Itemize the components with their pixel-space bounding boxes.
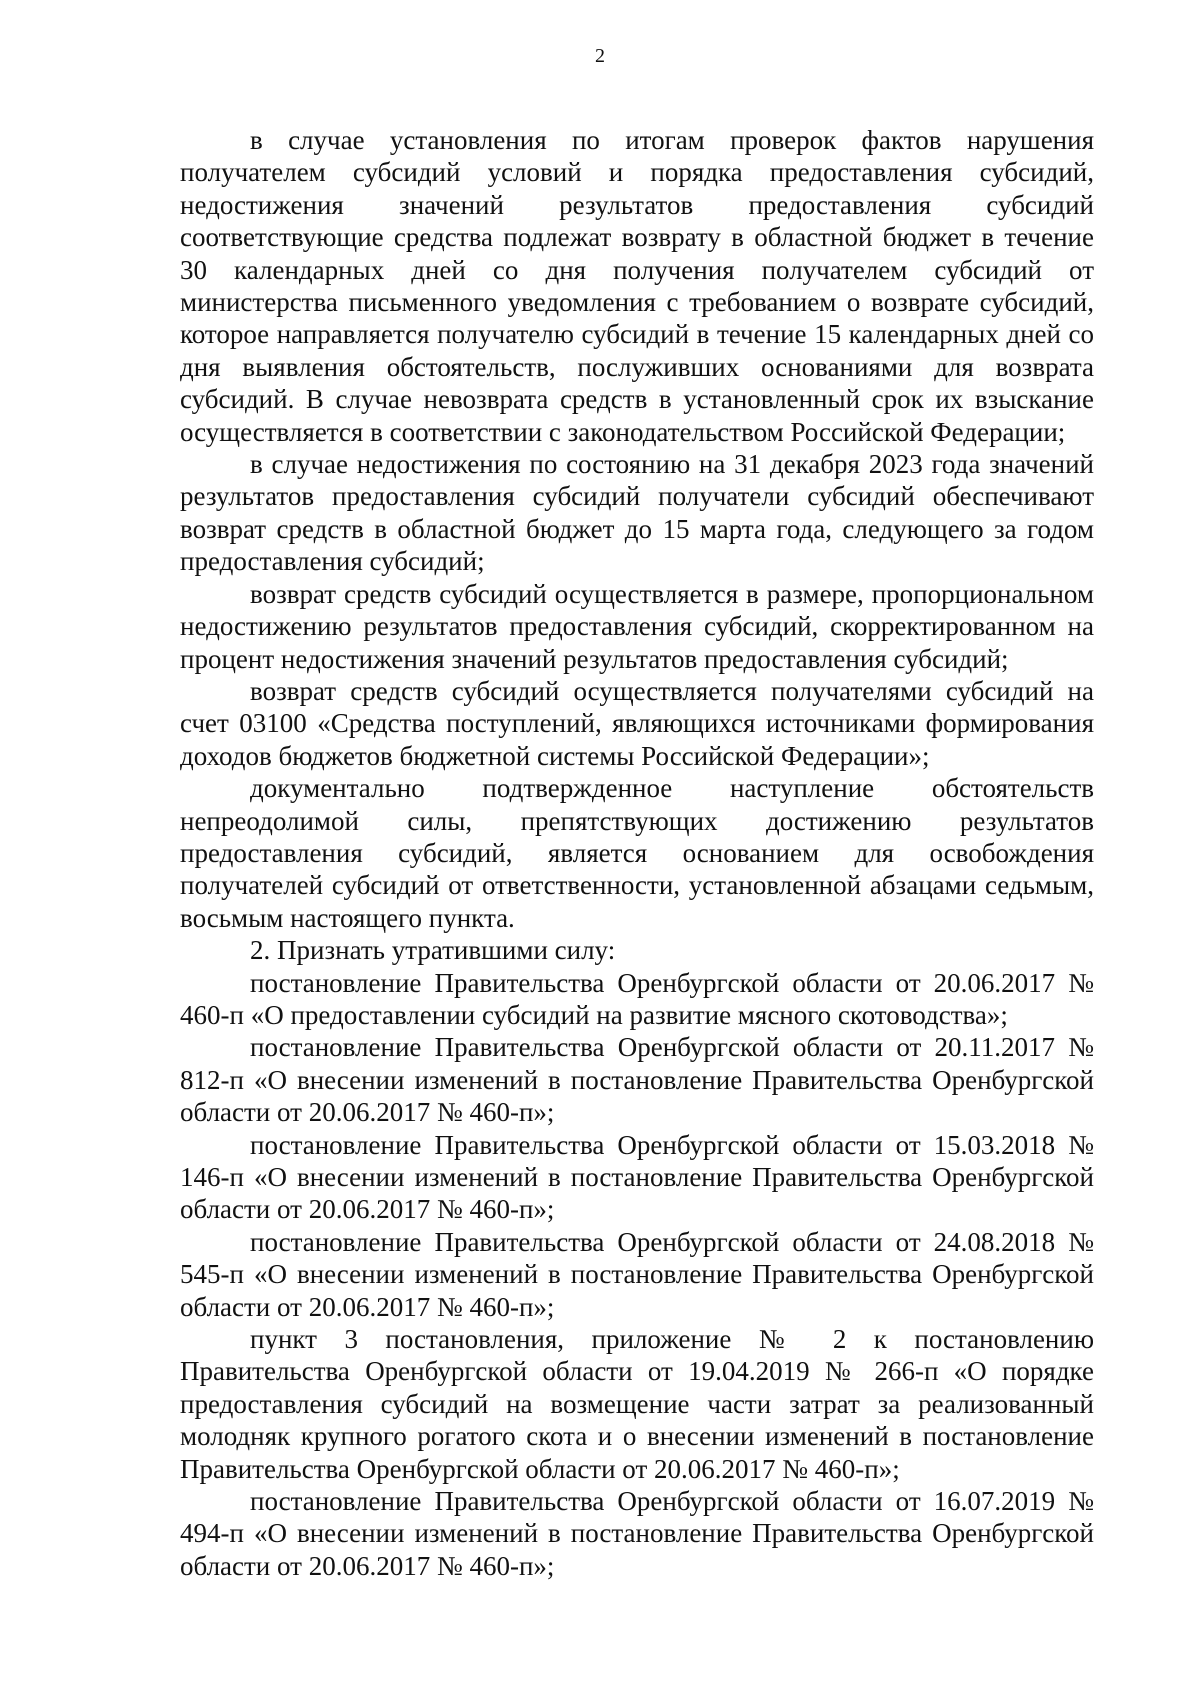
paragraph-repeal-item: постановление Правительства Оренбургской области от 20.11.2017 № 812-п «О внесении изменений в постановление Правительства Оренбургской области от 20.06.2017 № 460-п»; [180, 1032, 1094, 1128]
document-body [180, 124, 1094, 1582]
page-number: 2 [595, 45, 605, 67]
paragraph-refund-violations: в случае установления по итогам проверок фактов нарушения получателем субсидий условий и порядка предоставления субсидий, недостижения значений результатов предоставления субсидий соответствующие средства подлежат возврату в областной бюджет в течение 30 календарных дней со дня получения получателем субсидий от министерства письменного уведомления с требованием о возврате субсидий, которое направляется получателю субсидий в течение 15 календарных дней со дня выявления обстоятельств, послуживших основаниями для возврата субсидий. В случае невозврата средств в установленный срок их взыскание осуществляется в соответствии с законодательством Российской Федерации; [180, 125, 1094, 447]
paragraph-repeal-heading: 2. Признать утратившими силу: [250, 935, 616, 966]
paragraph-refund-account: возврат средств субсидий осуществляется получателями субсидий на счет 03100 «Средства поступлений, являющихся источниками формирования доходов бюджетов бюджетной системы Российской Федерации»; [180, 675, 1094, 771]
paragraph-repeal-item: постановление Правительства Оренбургской области от 24.08.2018 № 545-п «О внесении изменений в постановление Правительства Оренбургской области от 20.06.2017 № 460-п»; [180, 1226, 1094, 1322]
paragraph-refund-non-achievement: в случае недостижения по состоянию на 31 декабря 2023 года значений результатов предоставления субсидий получатели субсидий обеспечивают возврат средств в областной бюджет до 15 марта года, следующего за годом предоставления субсидий; [180, 449, 1094, 577]
paragraph-refund-proportional: возврат средств субсидий осуществляется в размере, пропорциональном недостижению результатов предоставления субсидий, скорректированном на процент недостижения значений результатов предоставления субсидий; [180, 578, 1094, 674]
paragraph-force-majeure: документально подтвержденное наступление обстоятельств непреодолимой силы, препятствующих достижению результатов предоставления субсидий, является основанием для освобождения получателей субсидий от ответственности, установленной абзацами седьмым, восьмым настоящего пункта. [180, 773, 1094, 933]
paragraph-repeal-item: постановление Правительства Оренбургской области от 20.06.2017 № 460-п «О предоставлении субсидий на развитие мясного скотоводства»; [180, 967, 1094, 1030]
paragraph-repeal-item: пункт 3 постановления, приложение № 2 к постановлению Правительства Оренбургской области от 19.04.2019 № 266-п «О порядке предоставления субсидий на возмещение части затрат за реализованный молодняк крупного рогатого скота и о внесении изменений в постановление Правительства Оренбургской области от 20.06.2017 № 460-п»; [180, 1324, 1094, 1484]
paragraph-repeal-item: постановление Правительства Оренбургской области от 15.03.2018 № 146-п «О внесении изменений в постановление Правительства Оренбургской области от 20.06.2017 № 460-п»; [180, 1129, 1094, 1225]
paragraph-repeal-item: постановление Правительства Оренбургской области от 16.07.2019 № 494-п «О внесении изменений в постановление Правительства Оренбургской области от 20.06.2017 № 460-п»; [180, 1486, 1094, 1581]
